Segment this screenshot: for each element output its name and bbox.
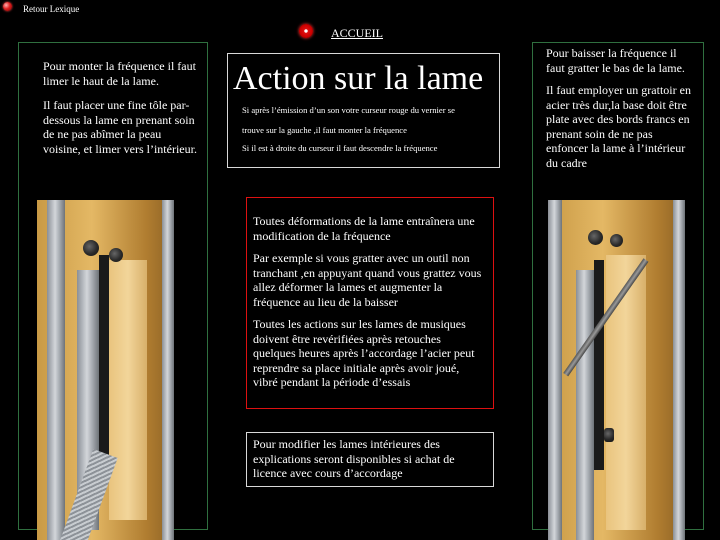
warning-paragraph-3: Toutes les actions sur les lames de musiques doivent être revérifiées après retouches quelques heures après l’accordage l’acier peut reprendre sa place initiale après avoir joué, vibré pendant la période d’essais — [253, 317, 475, 389]
warning-box — [246, 197, 494, 409]
back-to-lexicon-link[interactable]: Retour Lexique — [23, 4, 80, 14]
left-paragraph-1: Pour monter la fréquence il faut limer le haut de la lame. — [43, 59, 196, 88]
intro-line-3: Si il est à droite du curseur il faut descendre la fréquence — [242, 143, 438, 153]
license-info-box — [246, 432, 494, 487]
red-bullet-icon — [3, 2, 12, 11]
home-link[interactable]: ACCUEIL — [331, 26, 383, 40]
title-box — [227, 53, 500, 168]
license-paragraph: Pour modifier les lames intérieures des explications seront disponibles si achat de licence avec cours d’accordage — [253, 437, 455, 480]
red-flower-icon — [299, 24, 313, 38]
right-paragraph-2: Il faut employer un grattoir en acier très dur,la base doit être plate avec des bords francs en prenant soin de ne pas enfoncer la lame à l’intérieur du cadre — [546, 83, 691, 170]
warning-paragraph-2: Par exemple si vous gratter avec un outil non tranchant ,en appuyant quand vous grattez vous allez déformer la lames et augmenter la fréquence au lieu de la baisser — [253, 251, 482, 309]
page-title: Action sur la lame — [233, 60, 484, 97]
left-paragraph-2: Il faut placer une fine tôle par-dessous la lame en prenant soin de ne pas abîmer la peau voisine, et limer vers l’intérieur. — [43, 98, 197, 156]
intro-line-1: Si après l’émission d’un son votre curseur rouge du vernier se — [242, 105, 455, 115]
warning-paragraph-1: Toutes déformations de la lame entraînera une modification de la fréquence — [253, 214, 475, 243]
intro-line-2: trouve sur la gauche ,il faut monter la fréquence — [242, 125, 407, 135]
right-paragraph-1: Pour baisser la fréquence il faut gratter le bas de la lame. — [546, 46, 685, 75]
right-photo-scraper-on-reed — [548, 200, 685, 540]
left-photo-file-on-reed — [37, 200, 174, 540]
